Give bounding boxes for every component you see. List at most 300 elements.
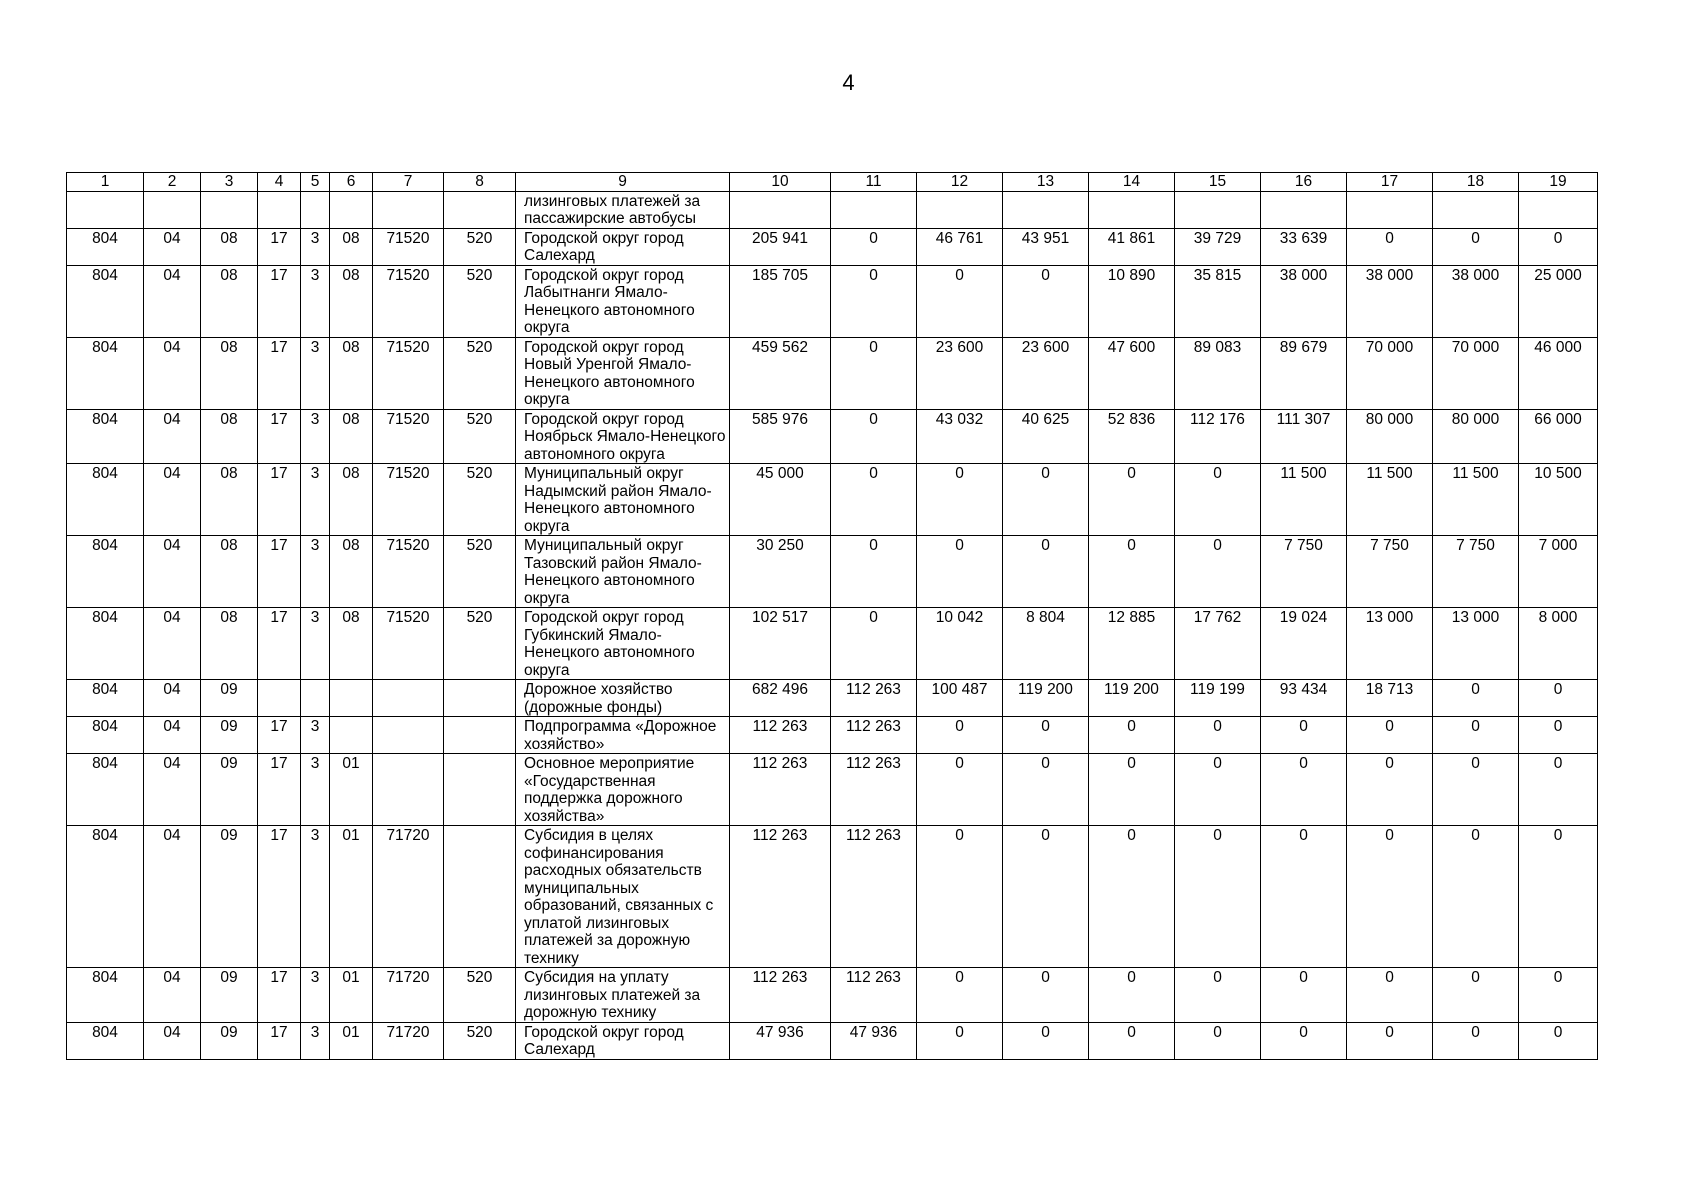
- column-header: 8: [444, 173, 516, 192]
- table-cell: 0: [831, 265, 917, 337]
- table-cell: 7 750: [1261, 536, 1347, 608]
- table-cell: 520: [444, 1022, 516, 1059]
- table-cell: 08: [330, 265, 373, 337]
- table-cell: 3: [301, 228, 330, 265]
- table-cell: 0: [1261, 717, 1347, 754]
- table-cell: [444, 754, 516, 826]
- column-header: 1: [67, 173, 144, 192]
- table-cell: 0: [1175, 464, 1261, 536]
- table-cell: 0: [1347, 968, 1433, 1023]
- table-cell: 0: [1089, 754, 1175, 826]
- table-cell: 71520: [373, 608, 444, 680]
- table-cell: 0: [1519, 228, 1598, 265]
- table-cell: [1175, 191, 1261, 228]
- table-cell: 3: [301, 265, 330, 337]
- table-cell: 47 600: [1089, 337, 1175, 409]
- column-header: 13: [1003, 173, 1089, 192]
- table-cell: [444, 680, 516, 717]
- table-cell: 71520: [373, 464, 444, 536]
- column-header: 6: [330, 173, 373, 192]
- table-row: [67, 717, 1598, 754]
- table-cell: [1089, 191, 1175, 228]
- table-cell: 0: [1433, 717, 1519, 754]
- table-cell: 0: [1003, 717, 1089, 754]
- table-cell: 0: [917, 717, 1003, 754]
- table-cell: 0: [1433, 968, 1519, 1023]
- table-cell: 38 000: [1261, 265, 1347, 337]
- table-cell: 112 263: [730, 717, 831, 754]
- column-header: 16: [1261, 173, 1347, 192]
- table-cell: 0: [1347, 1022, 1433, 1059]
- table-row: [67, 464, 1598, 536]
- column-header: 10: [730, 173, 831, 192]
- table-cell: 0: [1003, 536, 1089, 608]
- table-cell: 804: [67, 608, 144, 680]
- table-cell: 804: [67, 228, 144, 265]
- table-cell: 112 263: [831, 717, 917, 754]
- table-cell: [373, 717, 444, 754]
- table-cell: 23 600: [917, 337, 1003, 409]
- table-cell: 112 176: [1175, 409, 1261, 464]
- table-cell: 804: [67, 754, 144, 826]
- table-cell: 80 000: [1433, 409, 1519, 464]
- column-header: 7: [373, 173, 444, 192]
- table-cell: 0: [1433, 228, 1519, 265]
- table-cell: 08: [201, 608, 258, 680]
- table-cell: 804: [67, 826, 144, 968]
- table-cell: [831, 191, 917, 228]
- column-header: 15: [1175, 173, 1261, 192]
- table-cell: 08: [330, 608, 373, 680]
- table-cell: 0: [917, 754, 1003, 826]
- table-cell: 0: [1519, 680, 1598, 717]
- table-cell: 520: [444, 536, 516, 608]
- table-cell: 0: [1003, 968, 1089, 1023]
- table-cell: 71520: [373, 228, 444, 265]
- table-cell: 0: [831, 228, 917, 265]
- table-cell: [730, 191, 831, 228]
- table-cell: [1519, 191, 1598, 228]
- table-cell: 804: [67, 337, 144, 409]
- table-cell: 17: [258, 536, 301, 608]
- table-cell: 520: [444, 265, 516, 337]
- table-cell: 185 705: [730, 265, 831, 337]
- table-cell: 3: [301, 1022, 330, 1059]
- table-header-row: [67, 173, 1598, 192]
- table-cell: 80 000: [1347, 409, 1433, 464]
- table-cell: 71520: [373, 337, 444, 409]
- table-cell: 04: [144, 680, 201, 717]
- table-cell: 112 263: [831, 754, 917, 826]
- table-cell: 04: [144, 608, 201, 680]
- table-cell: 112 263: [831, 826, 917, 968]
- table-cell: 23 600: [1003, 337, 1089, 409]
- table-cell: 102 517: [730, 608, 831, 680]
- column-header: 11: [831, 173, 917, 192]
- table-cell: 08: [330, 228, 373, 265]
- table-cell: 17: [258, 754, 301, 826]
- table-cell: [201, 191, 258, 228]
- table-cell: 0: [1175, 826, 1261, 968]
- table-cell: 0: [1089, 1022, 1175, 1059]
- column-header: 19: [1519, 173, 1598, 192]
- table-cell: [330, 191, 373, 228]
- table-cell: 0: [831, 608, 917, 680]
- table-cell: 0: [831, 464, 917, 536]
- table-cell: 04: [144, 536, 201, 608]
- table-row: [67, 228, 1598, 265]
- table-cell: 3: [301, 754, 330, 826]
- table-row: [67, 754, 1598, 826]
- table-cell: 04: [144, 754, 201, 826]
- table-cell: 17: [258, 968, 301, 1023]
- table-cell: 38 000: [1347, 265, 1433, 337]
- table-cell: 520: [444, 337, 516, 409]
- table-cell: 0: [917, 265, 1003, 337]
- table-cell: 0: [917, 464, 1003, 536]
- table-cell: 08: [201, 464, 258, 536]
- table-cell: 04: [144, 717, 201, 754]
- table-cell: 89 679: [1261, 337, 1347, 409]
- table-cell: 10 890: [1089, 265, 1175, 337]
- table-cell: 08: [330, 337, 373, 409]
- table-cell: 17: [258, 826, 301, 968]
- table-cell: 3: [301, 536, 330, 608]
- table-cell: [444, 191, 516, 228]
- table-cell: 0: [1175, 536, 1261, 608]
- table-cell: 112 263: [730, 826, 831, 968]
- table-cell: 04: [144, 464, 201, 536]
- table-cell: 04: [144, 1022, 201, 1059]
- table-cell: 17: [258, 409, 301, 464]
- row-name-cell: Муниципальный округ Тазовский район Ямало-Ненецкого автономного округа: [516, 536, 730, 608]
- table-cell: 3: [301, 608, 330, 680]
- row-name-cell: Дорожное хозяйство (дорожные фонды): [516, 680, 730, 717]
- table-cell: 09: [201, 717, 258, 754]
- row-name-cell: Субсидия на уплату лизинговых платежей за дорожную технику: [516, 968, 730, 1023]
- table-cell: 682 496: [730, 680, 831, 717]
- table-cell: 0: [1347, 754, 1433, 826]
- table-cell: 112 263: [730, 968, 831, 1023]
- table-cell: 804: [67, 464, 144, 536]
- table-row: [67, 826, 1598, 968]
- table-cell: 08: [330, 409, 373, 464]
- table-row: [67, 409, 1598, 464]
- table-cell: 0: [1433, 1022, 1519, 1059]
- table-cell: 52 836: [1089, 409, 1175, 464]
- table-cell: 66 000: [1519, 409, 1598, 464]
- table-cell: 804: [67, 265, 144, 337]
- table-cell: 0: [917, 1022, 1003, 1059]
- table-cell: 09: [201, 1022, 258, 1059]
- row-name-cell: Подпрограмма «Дорожное хозяйство»: [516, 717, 730, 754]
- table-cell: 01: [330, 754, 373, 826]
- table-cell: 0: [1003, 1022, 1089, 1059]
- table-cell: [1347, 191, 1433, 228]
- table-cell: 0: [1519, 968, 1598, 1023]
- table-cell: 13 000: [1433, 608, 1519, 680]
- table-cell: 0: [1519, 754, 1598, 826]
- table-cell: 804: [67, 536, 144, 608]
- table-cell: 0: [1003, 265, 1089, 337]
- table-cell: 3: [301, 409, 330, 464]
- table-cell: [1261, 191, 1347, 228]
- table-cell: [444, 826, 516, 968]
- table-cell: 0: [1433, 826, 1519, 968]
- table-cell: 0: [1003, 826, 1089, 968]
- table-cell: 0: [1347, 717, 1433, 754]
- table-cell: [301, 680, 330, 717]
- table-cell: 25 000: [1519, 265, 1598, 337]
- table-cell: 71520: [373, 409, 444, 464]
- table-cell: 520: [444, 409, 516, 464]
- table-cell: 7 750: [1347, 536, 1433, 608]
- table-cell: 17: [258, 464, 301, 536]
- table-cell: 01: [330, 826, 373, 968]
- table-cell: 08: [330, 464, 373, 536]
- table-cell: 119 199: [1175, 680, 1261, 717]
- table-cell: [330, 717, 373, 754]
- table-cell: 70 000: [1347, 337, 1433, 409]
- table-cell: 13 000: [1347, 608, 1433, 680]
- table-cell: 17: [258, 717, 301, 754]
- table-cell: 3: [301, 464, 330, 536]
- table-cell: 01: [330, 1022, 373, 1059]
- table-cell: 804: [67, 1022, 144, 1059]
- table-cell: 71720: [373, 968, 444, 1023]
- table-cell: 0: [917, 826, 1003, 968]
- table-cell: 0: [1261, 826, 1347, 968]
- table-cell: 17: [258, 608, 301, 680]
- table-cell: 08: [201, 409, 258, 464]
- table-cell: 47 936: [831, 1022, 917, 1059]
- column-header: 18: [1433, 173, 1519, 192]
- table-cell: 0: [831, 409, 917, 464]
- table-cell: 04: [144, 968, 201, 1023]
- row-name-cell: Городской округ город Ноябрьск Ямало-Ненецкого автономного округа: [516, 409, 730, 464]
- table-cell: 0: [1433, 680, 1519, 717]
- table-cell: 520: [444, 968, 516, 1023]
- column-header: 4: [258, 173, 301, 192]
- table-cell: 30 250: [730, 536, 831, 608]
- table-cell: 0: [1175, 1022, 1261, 1059]
- table-cell: 17: [258, 337, 301, 409]
- table-cell: 33 639: [1261, 228, 1347, 265]
- row-name-cell: Городской округ город Салехард: [516, 1022, 730, 1059]
- table-cell: [373, 754, 444, 826]
- table-cell: [330, 680, 373, 717]
- table-cell: 111 307: [1261, 409, 1347, 464]
- table-row: [67, 337, 1598, 409]
- table-cell: 520: [444, 608, 516, 680]
- table-cell: 0: [1261, 1022, 1347, 1059]
- table-cell: 08: [201, 536, 258, 608]
- table-cell: 17 762: [1175, 608, 1261, 680]
- table-cell: 585 976: [730, 409, 831, 464]
- table-cell: 0: [1089, 464, 1175, 536]
- table-cell: 0: [917, 536, 1003, 608]
- table-cell: 35 815: [1175, 265, 1261, 337]
- row-name-cell: Городской округ город Новый Уренгой Ямало-Ненецкого автономного округа: [516, 337, 730, 409]
- table-cell: [258, 191, 301, 228]
- table-cell: [373, 191, 444, 228]
- table-cell: 112 263: [831, 680, 917, 717]
- table-cell: 0: [1003, 754, 1089, 826]
- column-header: 14: [1089, 173, 1175, 192]
- table-cell: 112 263: [831, 968, 917, 1023]
- page-number: 4: [842, 70, 855, 95]
- table-cell: 0: [1261, 754, 1347, 826]
- table-cell: 0: [1261, 968, 1347, 1023]
- table-cell: 09: [201, 968, 258, 1023]
- table-cell: 04: [144, 337, 201, 409]
- table-cell: 0: [1347, 228, 1433, 265]
- table-cell: 0: [1175, 717, 1261, 754]
- table-cell: 0: [917, 968, 1003, 1023]
- table-cell: 38 000: [1433, 265, 1519, 337]
- table-cell: 01: [330, 968, 373, 1023]
- table-cell: 804: [67, 968, 144, 1023]
- table-cell: 0: [1089, 717, 1175, 754]
- table-cell: 08: [201, 265, 258, 337]
- table-cell: 19 024: [1261, 608, 1347, 680]
- table-cell: 17: [258, 1022, 301, 1059]
- table-cell: 119 200: [1089, 680, 1175, 717]
- column-header: 17: [1347, 173, 1433, 192]
- table-cell: 7 750: [1433, 536, 1519, 608]
- table-cell: 10 042: [917, 608, 1003, 680]
- table-cell: 11 500: [1261, 464, 1347, 536]
- table-cell: 100 487: [917, 680, 1003, 717]
- table-cell: 520: [444, 228, 516, 265]
- table-cell: 09: [201, 754, 258, 826]
- table-cell: 04: [144, 228, 201, 265]
- row-name-cell: лизинговых платежей за пассажирские автобусы: [516, 191, 730, 228]
- table-cell: [1003, 191, 1089, 228]
- table-cell: 40 625: [1003, 409, 1089, 464]
- column-header: 2: [144, 173, 201, 192]
- table-cell: 804: [67, 680, 144, 717]
- column-header: 12: [917, 173, 1003, 192]
- table-cell: 0: [1347, 826, 1433, 968]
- table-cell: 119 200: [1003, 680, 1089, 717]
- table-cell: 8 804: [1003, 608, 1089, 680]
- table-row: [67, 536, 1598, 608]
- budget-table: [66, 172, 1598, 1060]
- table-row: [67, 608, 1598, 680]
- table-cell: [444, 717, 516, 754]
- table-cell: 17: [258, 265, 301, 337]
- table-cell: 39 729: [1175, 228, 1261, 265]
- table-cell: [373, 680, 444, 717]
- table-cell: 3: [301, 826, 330, 968]
- table-cell: 7 000: [1519, 536, 1598, 608]
- table-cell: [67, 191, 144, 228]
- table-row: [67, 968, 1598, 1023]
- column-header: 5: [301, 173, 330, 192]
- table-row: [67, 680, 1598, 717]
- table-cell: 71720: [373, 1022, 444, 1059]
- table-cell: 08: [201, 228, 258, 265]
- table-cell: 47 936: [730, 1022, 831, 1059]
- table-row: [67, 191, 1598, 228]
- table-cell: 459 562: [730, 337, 831, 409]
- table-cell: [1433, 191, 1519, 228]
- table-cell: 0: [1089, 536, 1175, 608]
- table-cell: 0: [1433, 754, 1519, 826]
- table-cell: 3: [301, 337, 330, 409]
- table-cell: 520: [444, 464, 516, 536]
- row-name-cell: Субсидия в целях софинансирования расходных обязательств муниципальных образований, связанных с уплатой лизинговых платежей за дорожную технику: [516, 826, 730, 968]
- table-cell: 12 885: [1089, 608, 1175, 680]
- table-cell: 45 000: [730, 464, 831, 536]
- row-name-cell: Муниципальный округ Надымский район Ямало-Ненецкого автономного округа: [516, 464, 730, 536]
- table-cell: 46 761: [917, 228, 1003, 265]
- table-cell: 09: [201, 826, 258, 968]
- table-cell: 205 941: [730, 228, 831, 265]
- table-row: [67, 1022, 1598, 1059]
- table-cell: 0: [1003, 464, 1089, 536]
- table-cell: [144, 191, 201, 228]
- column-header: 3: [201, 173, 258, 192]
- table-cell: 17: [258, 228, 301, 265]
- table-cell: 70 000: [1433, 337, 1519, 409]
- table-cell: 46 000: [1519, 337, 1598, 409]
- row-name-cell: Городской округ город Салехард: [516, 228, 730, 265]
- row-name-cell: Городской округ город Губкинский Ямало-Ненецкого автономного округа: [516, 608, 730, 680]
- table-cell: 0: [1089, 968, 1175, 1023]
- column-header: 9: [516, 173, 730, 192]
- table-cell: 08: [330, 536, 373, 608]
- table-cell: 3: [301, 717, 330, 754]
- table-cell: 71520: [373, 265, 444, 337]
- table-cell: 89 083: [1175, 337, 1261, 409]
- table-cell: 11 500: [1347, 464, 1433, 536]
- table-cell: 0: [1175, 754, 1261, 826]
- row-name-cell: Городской округ город Лабытнанги Ямало-Ненецкого автономного округа: [516, 265, 730, 337]
- table-cell: 41 861: [1089, 228, 1175, 265]
- table-cell: 0: [831, 536, 917, 608]
- table-cell: 71720: [373, 826, 444, 968]
- table-cell: 04: [144, 409, 201, 464]
- table-cell: 0: [1519, 717, 1598, 754]
- table-cell: 0: [1175, 968, 1261, 1023]
- table-cell: 8 000: [1519, 608, 1598, 680]
- table-cell: 18 713: [1347, 680, 1433, 717]
- table-cell: 0: [831, 337, 917, 409]
- table-cell: [258, 680, 301, 717]
- table-cell: 71520: [373, 536, 444, 608]
- table-cell: 11 500: [1433, 464, 1519, 536]
- table-cell: [301, 191, 330, 228]
- table-cell: 08: [201, 337, 258, 409]
- table-cell: 0: [1519, 1022, 1598, 1059]
- table-cell: [917, 191, 1003, 228]
- table-cell: 804: [67, 409, 144, 464]
- table-cell: 04: [144, 826, 201, 968]
- table-cell: 43 032: [917, 409, 1003, 464]
- table-cell: 93 434: [1261, 680, 1347, 717]
- table-cell: 43 951: [1003, 228, 1089, 265]
- table-cell: 0: [1089, 826, 1175, 968]
- table-cell: 09: [201, 680, 258, 717]
- table-cell: 0: [1519, 826, 1598, 968]
- table-cell: 112 263: [730, 754, 831, 826]
- row-name-cell: Основное мероприятие «Государственная поддержка дорожного хозяйства»: [516, 754, 730, 826]
- table-cell: 10 500: [1519, 464, 1598, 536]
- table-cell: 3: [301, 968, 330, 1023]
- table-cell: 04: [144, 265, 201, 337]
